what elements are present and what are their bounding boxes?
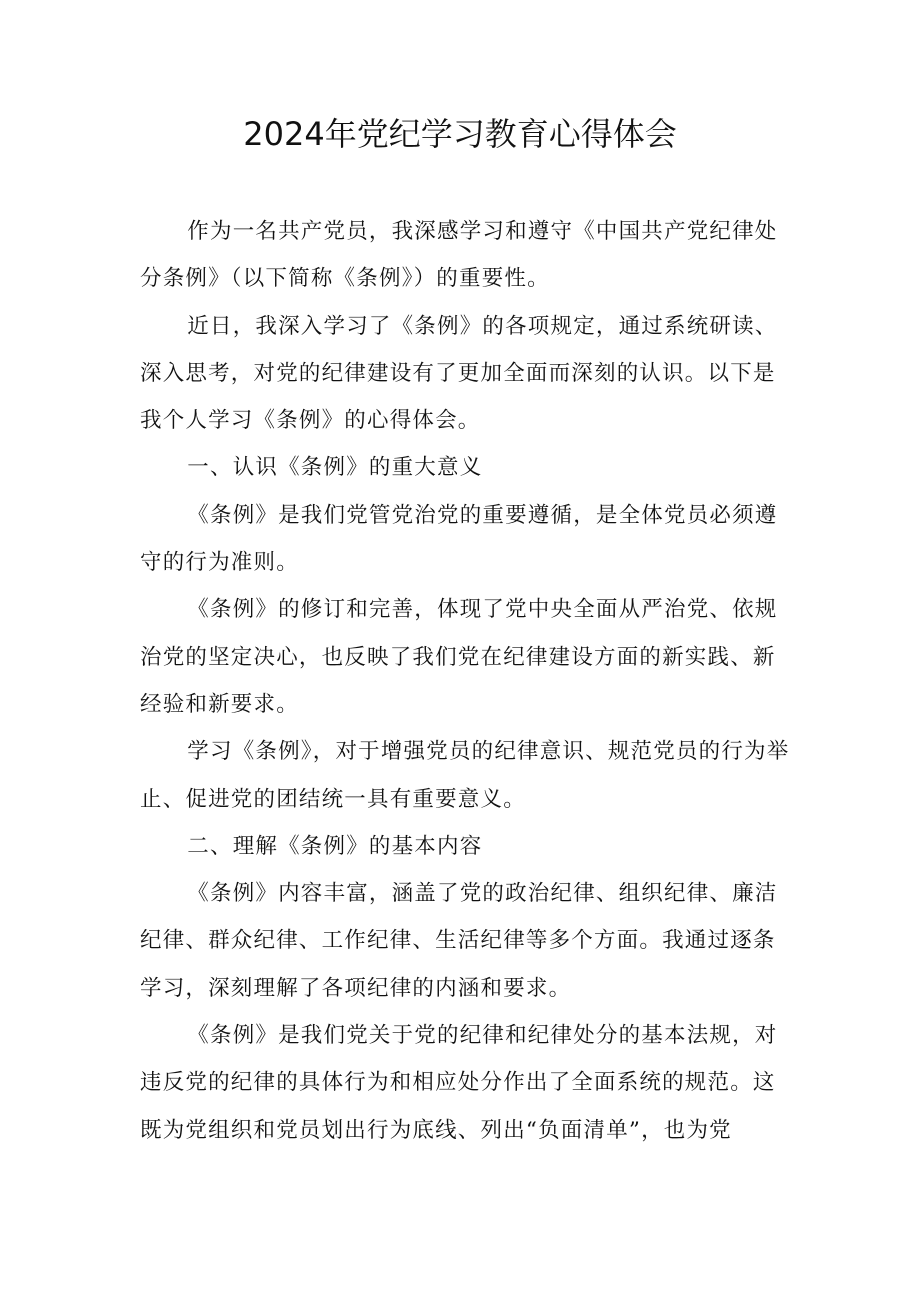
paragraph-importance: 学习《条例》，对于增强党员的纪律意识、规范党员的行为举止、促进党的团结统一具有重要意义。 (140, 739, 790, 812)
paragraph-intro: 作为一名共产党员，我深感学习和遵守《中国共产党纪律处分条例》（以下简称《条例》）的重要性。 (140, 219, 778, 292)
paragraph-significance: 《条例》是我们党管党治党的重要遵循，是全体党员必须遵守的行为准则。 (140, 502, 778, 576)
section-heading-1: 一、认识《条例》的重大意义 (187, 455, 483, 481)
section-heading-2: 二、理解《条例》的基本内容 (187, 833, 483, 859)
document-title: 2024年党纪学习教育心得体会 (243, 115, 677, 153)
paragraph-regulation: 《条例》是我们党关于党的纪律和纪律处分的基本法规，对违反党的纪律的具体行为和相应处分作出了全面系统的规范。这既为党组织和党员划出行为底线、列出“负面清单”，也为党 (140, 1023, 778, 1143)
paragraph-content: 《条例》内容丰富，涵盖了党的政治纪律、组织纪律、廉洁纪律、群众纪律、工作纪律、生活纪律等多个方面。我通过逐条学习，深刻理解了各项纪律的内涵和要求。 (140, 881, 778, 1001)
document-body (140, 208, 790, 1154)
paragraph-revision: 《条例》的修订和完善，体现了党中央全面从严治党、依规治党的坚定决心，也反映了我们党在纪律建设方面的新实践、新经验和新要求。 (140, 597, 778, 717)
paragraph-study: 近日，我深入学习了《条例》的各项规定，通过系统研读、深入思考，对党的纪律建设有了更加全面而深刻的认识。以下是我个人学习《条例》的心得体会。 (140, 313, 778, 434)
